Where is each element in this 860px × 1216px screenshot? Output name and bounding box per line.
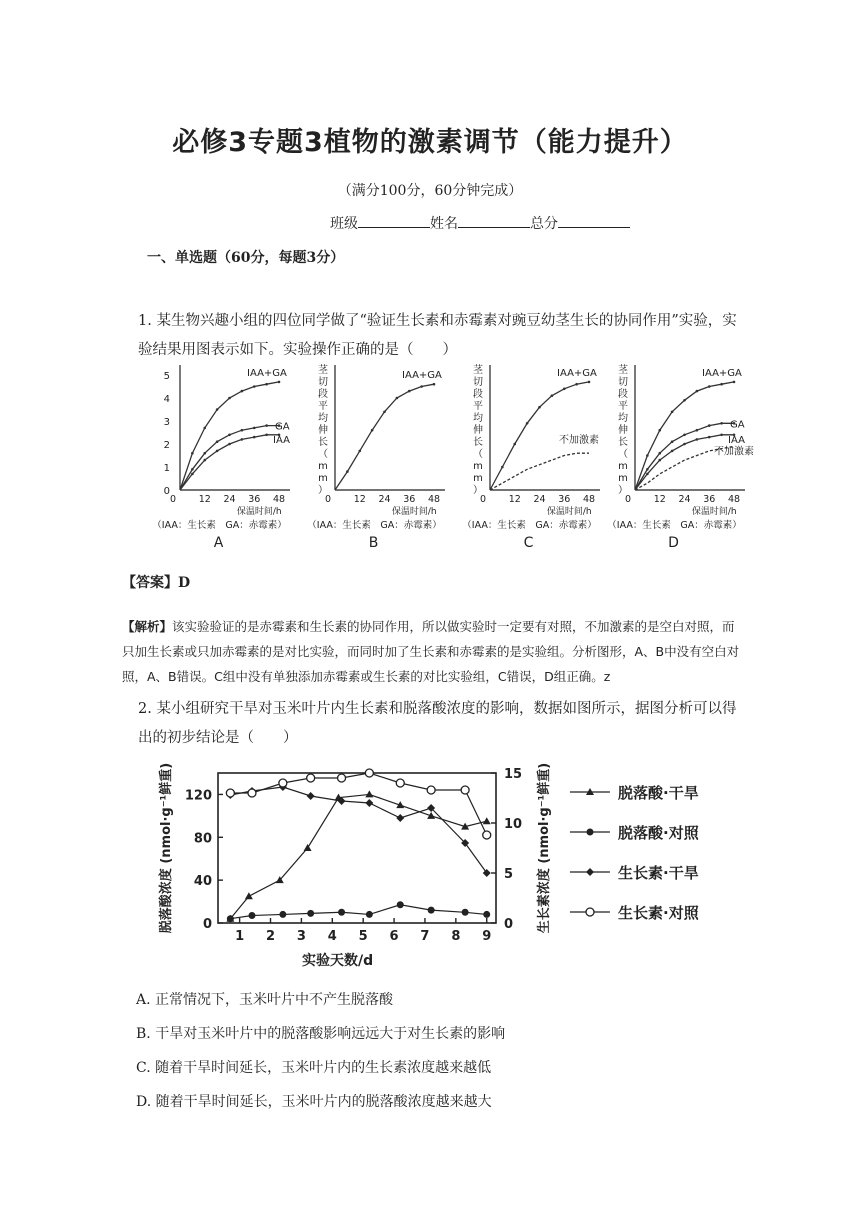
data-point [383, 411, 386, 414]
data-point [278, 381, 281, 384]
dot-marker [248, 912, 255, 919]
y-axis-label-char: m [318, 473, 328, 484]
triangle-marker [304, 844, 312, 851]
y-axis-label-char: 茎 [318, 365, 328, 376]
x-tick-label: 1 [235, 929, 245, 944]
y-axis-label-char: ） [618, 485, 628, 496]
y-axis-label-char: m [618, 473, 628, 484]
x-tick-label: 0 [624, 494, 631, 505]
y-axis-label-char: 伸 [473, 425, 483, 436]
y-axis-label-char: 茎 [618, 365, 628, 376]
data-point [228, 434, 231, 437]
y-axis-label-char: ） [473, 485, 483, 496]
data-point [216, 408, 219, 411]
data-point [265, 434, 268, 437]
x-tick-label: 24 [533, 494, 546, 505]
circle-marker [279, 779, 287, 787]
y-axis-label-char: （ [618, 449, 628, 460]
y-tick-label: 5 [163, 371, 170, 382]
curve-label: 不加激素 [714, 446, 754, 458]
legend-entry: 生长素·对照 [618, 904, 699, 922]
legend-note: （IAA：生长素 GA：赤霉素） [462, 520, 597, 531]
data-point [513, 443, 516, 446]
data-point [683, 434, 686, 437]
data-point [658, 452, 661, 455]
explanation-text: 该实验验证的是赤霉素和生长素的协同作用，所以做实验时一定要有对照，不加激素的是空白对照，而只加生长素或只加赤霉素的是对比实验，而同时加了生长素和赤霉素的是实验组。分析图形，A、B中没有空白对照，A、B错误。C组中没有单独添加赤霉素或生长素的对比实验组，C错误，D组正确。z [122, 619, 740, 684]
x-tick-label: 12 [508, 494, 521, 505]
y-axis-label-char: 切 [618, 377, 628, 388]
left-tick-label: 80 [193, 831, 212, 847]
data-point [708, 385, 711, 388]
diamond-marker [365, 799, 373, 807]
dot-marker [483, 911, 490, 918]
circle-marker [396, 779, 404, 787]
data-point [671, 411, 674, 414]
dot-marker [397, 901, 404, 908]
data-point [671, 440, 674, 443]
triangle-marker [365, 790, 373, 797]
data-point [658, 429, 661, 432]
data-point [646, 454, 649, 457]
data-point [720, 434, 723, 437]
curve-line [335, 384, 434, 490]
x-tick-label: 48 [427, 494, 441, 505]
triangle-marker [245, 892, 253, 899]
legend-note: （IAA：生长素 GA：赤霉素） [307, 520, 442, 531]
student-info-line [330, 213, 630, 233]
right-tick-label: 15 [504, 767, 523, 782]
circle-marker [226, 789, 234, 797]
explanation-label: 【解析】 [122, 619, 173, 634]
dot-marker [338, 909, 345, 916]
class-blank[interactable] [358, 213, 430, 228]
x-tick-label: 3 [296, 929, 306, 944]
q1-panel-D [607, 363, 754, 550]
data-point [696, 438, 699, 441]
x-tick-label: 24 [678, 494, 691, 505]
data-point [371, 429, 374, 432]
data-point [646, 468, 649, 471]
y-axis-label-char: 长 [318, 437, 328, 448]
x-tick-label: 24 [223, 494, 236, 505]
answer: 【答案】D [122, 575, 191, 591]
data-point [420, 385, 423, 388]
question-2: 2. 某小组研究干旱对玉米叶片内生长素和脱落酸浓度的影响，数据如图所示，据图分析可以得出的初步结论是（ ） [138, 701, 737, 746]
right-tick-label: 5 [504, 867, 514, 882]
data-point [346, 470, 349, 473]
right-axis-label: 生长素浓度 (nmol·g⁻¹鲜重) [537, 762, 552, 934]
y-tick-label: 4 [163, 394, 170, 405]
legend-entry: 脱落酸·对照 [618, 824, 699, 842]
data-point [538, 406, 541, 409]
y-axis-label-char: （ [473, 449, 483, 460]
y-tick-label: 2 [163, 440, 170, 451]
score-label: 总分 [530, 216, 558, 232]
left-axis-label: 脱落酸浓度 (nmol·g⁻¹鲜重) [159, 762, 174, 934]
q1-panel-C [462, 363, 600, 550]
x-tick-label: 0 [324, 494, 331, 505]
y-axis-label-char: 平 [318, 401, 328, 412]
y-axis-label-char: 均 [618, 413, 628, 424]
x-tick-label: 12 [198, 494, 211, 505]
curve-label: IAA+GA [702, 367, 742, 379]
legend-note: （IAA：生长素 GA：赤霉素） [152, 520, 287, 531]
dot-marker [428, 907, 435, 914]
circle-marker [427, 786, 435, 794]
option-b[interactable]: B. 干旱对玉米叶片中的脱落酸影响远远大于对生长素的影响 [136, 1026, 506, 1042]
option-d[interactable]: D. 随着干旱时间延长，玉米叶片内的脱落酸浓度越来越大 [136, 1094, 492, 1110]
y-axis-label-char: m [618, 461, 628, 472]
dot-marker [227, 915, 234, 922]
x-axis-label: 保温时间/h [236, 507, 282, 517]
data-point [720, 383, 723, 386]
x-tick-label: 0 [479, 494, 486, 505]
diamond-marker [586, 868, 594, 876]
series-line [230, 794, 486, 918]
panel-label: B [368, 535, 379, 550]
x-tick-label: 48 [727, 494, 741, 505]
q1-panel-A [152, 365, 290, 550]
subtitle: （满分100分，60分钟完成） [337, 183, 523, 199]
data-point [203, 459, 206, 462]
legend-note: （IAA：生长素 GA：赤霉素） [607, 520, 742, 531]
q1-panel-B [307, 363, 445, 550]
y-axis-label-char: 段 [618, 389, 628, 400]
data-point [588, 381, 591, 384]
data-point [358, 450, 361, 453]
page-title: 必修3专题3植物的激素调节（能力提升） [172, 127, 688, 158]
right-tick-label: 0 [504, 917, 514, 932]
y-axis-label-char: 段 [473, 389, 483, 400]
x-tick-label: 36 [703, 494, 716, 505]
data-point [408, 390, 411, 393]
data-point [720, 422, 723, 425]
data-point [265, 383, 268, 386]
circle-marker [307, 774, 315, 782]
left-tick-label: 0 [202, 917, 212, 932]
name-label: 姓名 [430, 216, 458, 232]
y-axis-label-char: 段 [318, 389, 328, 400]
data-point [228, 443, 231, 446]
series-line [230, 905, 486, 919]
x-tick-label: 9 [482, 929, 492, 944]
curve-line [490, 453, 589, 490]
y-axis-label-char: 均 [318, 413, 328, 424]
legend-entry: 脱落酸·干旱 [618, 784, 699, 802]
diamond-marker [483, 869, 491, 877]
circle-marker [461, 786, 469, 794]
data-point [253, 436, 256, 439]
dot-marker [462, 909, 469, 916]
data-point [683, 399, 686, 402]
y-axis-label-char: 茎 [473, 365, 483, 376]
circle-marker [248, 789, 256, 797]
x-tick-label: 7 [420, 929, 430, 944]
data-point [396, 397, 399, 400]
x-tick-label: 4 [327, 929, 337, 944]
curve-label: IAA+GA [247, 367, 287, 379]
triangle-marker [483, 817, 491, 824]
data-point [526, 422, 529, 425]
circle-marker [586, 908, 594, 916]
y-axis-label-char: 平 [618, 401, 628, 412]
circle-marker [338, 774, 346, 782]
data-point [228, 397, 231, 400]
circle-marker [483, 831, 491, 839]
y-axis-label-char: （ [318, 449, 328, 460]
data-point [733, 381, 736, 384]
y-axis-label-char: 伸 [318, 425, 328, 436]
data-point [191, 473, 194, 476]
dot-marker [366, 911, 373, 918]
x-tick-label: 36 [248, 494, 261, 505]
data-point [671, 450, 674, 453]
dot-marker [587, 829, 594, 836]
curve-label: GA [730, 419, 745, 431]
curve-label: IAA+GA [557, 367, 597, 379]
left-tick-label: 120 [184, 788, 212, 804]
data-point [646, 473, 649, 476]
x-tick-label: 48 [272, 494, 286, 505]
explanation [122, 614, 742, 689]
y-axis-label-char: m [473, 473, 483, 484]
x-tick-label: 0 [169, 494, 176, 505]
data-point [253, 385, 256, 388]
data-point [216, 440, 219, 443]
data-point [191, 468, 194, 471]
q1-figure [140, 350, 760, 550]
x-axis-label: 保温时间/h [691, 507, 737, 517]
x-tick-label: 36 [403, 494, 416, 505]
data-point [241, 390, 244, 393]
y-axis-label-char: ） [318, 485, 328, 496]
x-tick-label: 36 [558, 494, 571, 505]
class-label: 班级 [330, 216, 358, 232]
panel-label: A [213, 535, 224, 550]
y-axis-label-char: m [318, 461, 328, 472]
data-point [241, 438, 244, 441]
dot-marker [307, 910, 314, 917]
curve-label: IAA+GA [402, 370, 442, 382]
curve-label: GA [275, 421, 290, 433]
panel-label: C [523, 535, 534, 550]
right-tick-label: 10 [504, 817, 523, 832]
data-point [433, 383, 436, 386]
curve-label: IAA [273, 434, 290, 446]
data-point [696, 429, 699, 432]
data-point [575, 383, 578, 386]
x-tick-label: 2 [265, 929, 276, 944]
name-blank[interactable] [458, 213, 530, 228]
y-axis-label-char: 切 [318, 377, 328, 388]
data-point [253, 427, 256, 430]
data-point [551, 394, 554, 397]
legend-entry: 生长素·干旱 [618, 864, 699, 882]
x-axis-label: 实验天数/d [301, 953, 374, 969]
y-axis-label-char: 伸 [618, 425, 628, 436]
data-point [501, 466, 504, 469]
data-point [216, 450, 219, 453]
data-point [203, 427, 206, 430]
y-axis-label-char: 均 [473, 413, 483, 424]
question-1: 1. 某生物兴趣小组的四位同学做了“验证生长素和赤霉素对豌豆幼茎生长的协同作用”实验，实验结果用图表示如下。实验操作正确的是（ ） [138, 313, 737, 358]
left-tick-label: 40 [193, 874, 212, 890]
data-point [563, 388, 566, 391]
y-tick-label: 0 [163, 486, 170, 497]
y-axis-label-char: 长 [618, 437, 628, 448]
option-a[interactable]: A. 正常情况下，玉米叶片中不产生脱落酸 [136, 992, 394, 1008]
x-tick-label: 12 [653, 494, 666, 505]
x-tick-label: 24 [378, 494, 391, 505]
panel-label: D [668, 535, 679, 550]
q2-figure [140, 760, 770, 985]
y-axis-label-char: 平 [473, 401, 483, 412]
data-point [658, 459, 661, 462]
diamond-marker [396, 814, 404, 822]
x-tick-label: 8 [451, 929, 461, 944]
data-point [683, 443, 686, 446]
curve-label: 不加激素 [559, 435, 599, 447]
x-tick-label: 6 [389, 929, 399, 944]
option-c[interactable]: C. 随着干旱时间延长，玉米叶片内的生长素浓度越来越低 [136, 1060, 492, 1076]
series-line [230, 787, 486, 873]
data-point [191, 452, 194, 455]
data-point [265, 424, 268, 427]
data-point [203, 452, 206, 455]
data-point [696, 390, 699, 393]
diamond-marker [307, 792, 315, 800]
data-point [708, 424, 711, 427]
score-blank[interactable] [558, 213, 630, 228]
dot-marker [279, 911, 286, 918]
curve-label: IAA [728, 434, 745, 446]
y-axis-label-char: 长 [473, 437, 483, 448]
data-point [241, 429, 244, 432]
y-axis-label-char: m [473, 461, 483, 472]
y-tick-label: 3 [163, 417, 170, 428]
x-tick-label: 5 [358, 929, 368, 944]
circle-marker [365, 769, 373, 777]
data-point [708, 436, 711, 439]
y-axis-label-char: 切 [473, 377, 483, 388]
y-tick-label: 1 [163, 463, 170, 474]
x-tick-label: 48 [582, 494, 596, 505]
section-heading: 一、单选题（60分，每题3分） [147, 250, 345, 266]
x-tick-label: 12 [353, 494, 366, 505]
x-axis-label: 保温时间/h [391, 507, 437, 517]
x-axis-label: 保温时间/h [546, 507, 592, 517]
